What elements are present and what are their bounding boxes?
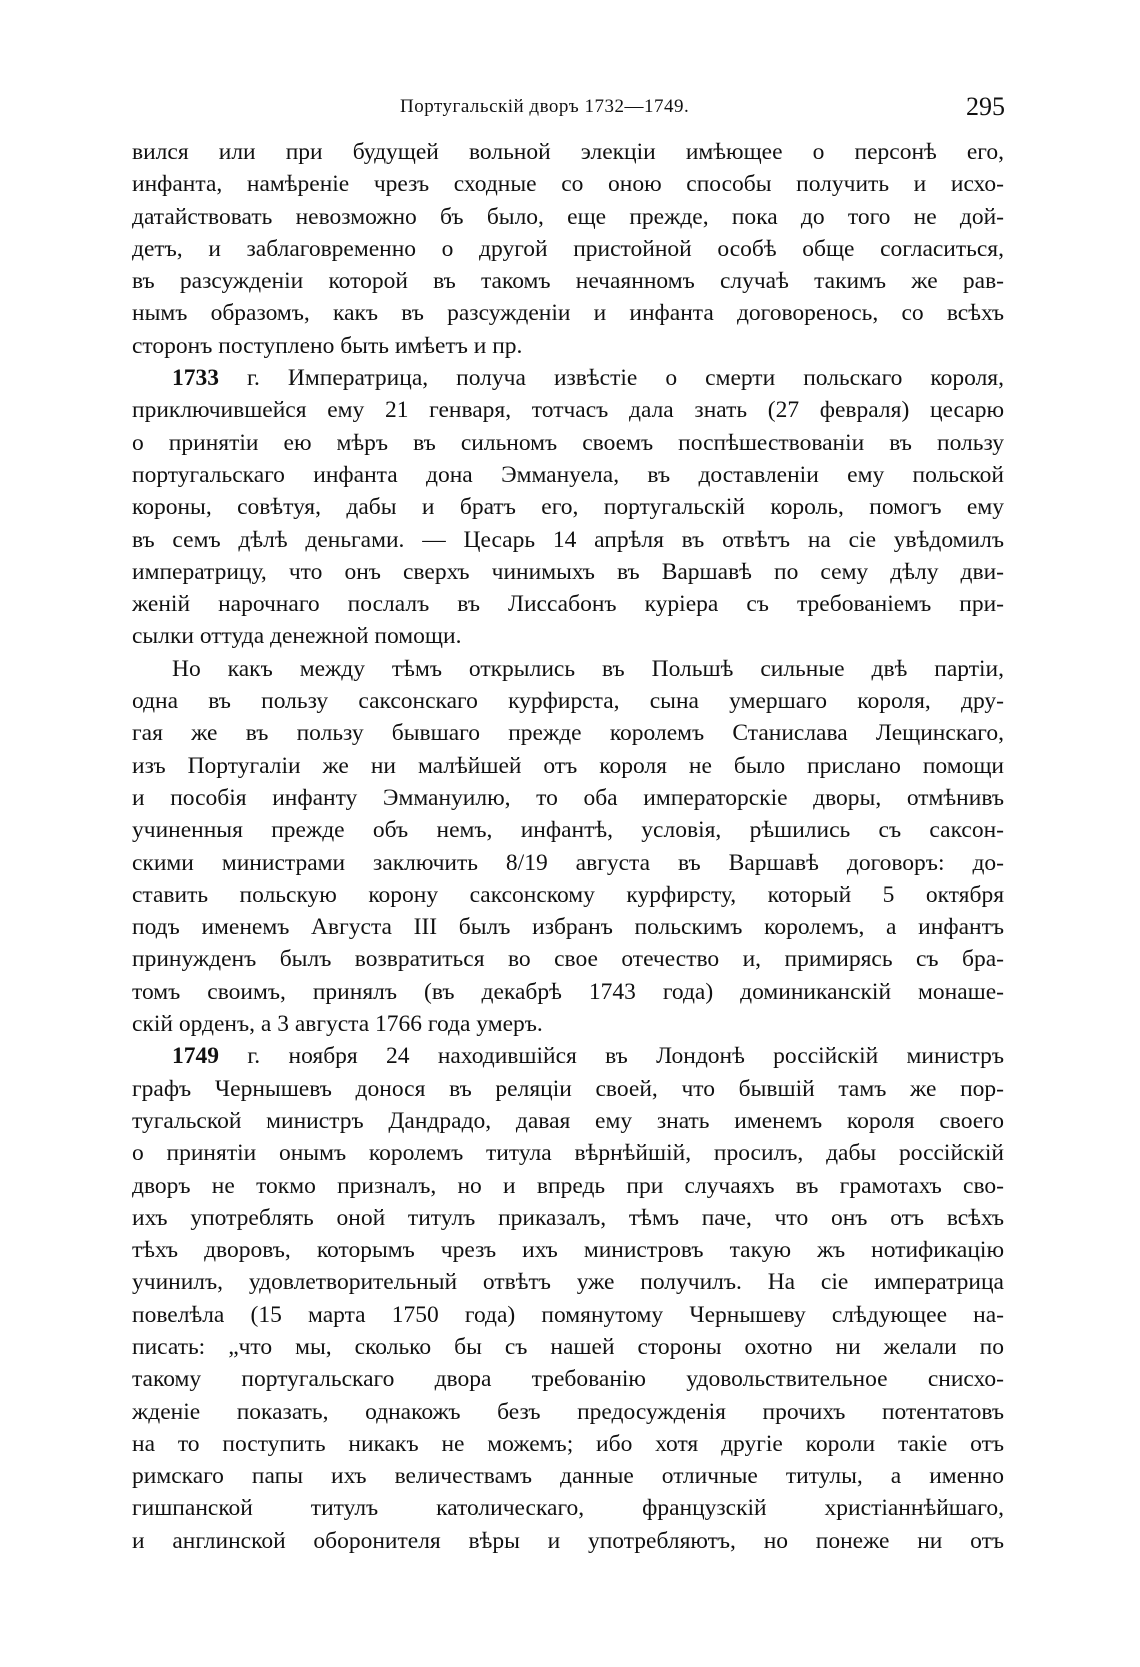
text-line: приключившейся ему 21 генваря, тотчасъ дала знать (27 февраля) цесарю bbox=[132, 397, 1004, 424]
text-line: такому португальскаго двора требованію удовольствительное снисхо- bbox=[132, 1366, 1004, 1393]
text-line: сторонъ поступлено быть имѣетъ и пр. bbox=[132, 332, 523, 359]
text-line: дворъ не токмо призналъ, но и впредь при случаяхъ въ грамотахъ сво- bbox=[132, 1172, 1004, 1199]
text-line-rest: г. ноября 24 находившійся въ Лондонѣ россійскій министръ bbox=[219, 1043, 1004, 1070]
text-line: ставить польскую корону саксонскому курфирсту, который 5 октября bbox=[132, 881, 1004, 908]
text-line: о принятіи онымъ королемъ титула вѣрнѣйшій, просилъ, дабы россійскій bbox=[132, 1140, 1004, 1167]
text-line: жденіе показать, однакожъ безъ предосужденія прочихъ потентатовъ bbox=[132, 1398, 1004, 1425]
text-line: одна въ пользу саксонскаго курфирста, сына умершаго короля, дру- bbox=[132, 688, 1004, 715]
text-line: и англинской оборонителя вѣры и употребляютъ, но понеже ни отъ bbox=[132, 1527, 1004, 1554]
text-line-rest: г. Императрица, получа извѣстіе о смерти польскаго короля, bbox=[219, 365, 1004, 392]
text-line: детъ, и заблаговременно о другой пристойной особѣ обще согласиться, bbox=[132, 235, 1004, 262]
text-line: инфанта, намѣреніе чрезъ сходные со оною способы получить и исхо- bbox=[132, 171, 1004, 198]
text-line: въ семъ дѣлѣ деньгами. — Цесарь 14 апрѣля въ отвѣтъ на сіе увѣдомилъ bbox=[132, 526, 1004, 553]
paragraph bbox=[132, 653, 1004, 1041]
text-line: римскаго папы ихъ величествамъ данные отличные титулы, а именно bbox=[132, 1463, 1004, 1490]
text-line: учиненныя прежде объ немъ, инфантѣ, условія, рѣшились съ саксон- bbox=[132, 817, 1004, 844]
text-line: тугальской министръ Дандрадо, давая ему знать именемъ короля своего bbox=[132, 1107, 1004, 1134]
text-line: принужденъ былъ возвратиться во свое отечество и, примирясь съ бра- bbox=[132, 946, 1004, 973]
body-text bbox=[132, 136, 1004, 1557]
paragraph bbox=[132, 1040, 1004, 1557]
text-line: повелѣла (15 марта 1750 года) помянутому Чернышеву слѣдующее на- bbox=[132, 1301, 1004, 1328]
text-line: нымъ образомъ, какъ въ разсужденіи и инфанта договоренось, со всѣхъ bbox=[132, 300, 1004, 327]
text-line: скими министрами заключить 8/19 августа въ Варшавѣ договоръ: до- bbox=[132, 849, 1004, 876]
page-header bbox=[130, 92, 1010, 126]
text-line: и пособія инфанту Эммануилю, то оба императорскіе дворы, отмѣнивъ bbox=[132, 784, 1004, 811]
page-number: 295 bbox=[966, 92, 1005, 121]
text-line: императрицу, что онъ сверхъ чинимыхъ въ Варшавѣ по сему дѣлу дви- bbox=[132, 558, 1004, 585]
text-line: короны, совѣтуя, дабы и братъ его, португальскій король, помогъ ему bbox=[132, 494, 1004, 521]
paragraph-year: 1749 bbox=[172, 1043, 219, 1070]
text-line: подъ именемъ Августа III былъ избранъ польскимъ королемъ, а инфантъ bbox=[132, 914, 1004, 941]
text-line: ихъ употреблять оной титулъ приказалъ, тѣмъ паче, что онъ отъ всѣхъ bbox=[132, 1204, 1004, 1231]
paragraph bbox=[132, 362, 1004, 653]
text-line bbox=[132, 362, 1004, 394]
text-line: гая же въ пользу бывшаго прежде королемъ Станислава Лещинскаго, bbox=[132, 720, 1004, 747]
text-line: писать: „что мы, сколько бы съ нашей стороны охотно ни желали по bbox=[132, 1333, 1004, 1360]
text-line: учинилъ, удовлетворительный отвѣтъ уже получилъ. На сіе императрица bbox=[132, 1269, 1004, 1296]
text-line: графъ Чернышевъ донося въ реляціи своей, что бывшій тамъ же пор- bbox=[132, 1075, 1004, 1102]
text-line: Но какъ между тѣмъ открылись въ Польшѣ сильные двѣ партіи, bbox=[172, 655, 1004, 682]
text-line: на то поступить никакъ не можемъ; ибо хотя другіе короли такіе отъ bbox=[132, 1430, 1004, 1457]
text-line: португальскаго инфанта дона Эммануела, въ доставленіи ему польской bbox=[132, 461, 1004, 488]
text-line: сылки оттуда денежной помощи. bbox=[132, 623, 462, 650]
text-line: тѣхъ дворовъ, которымъ чрезъ ихъ министровъ такую жъ нотификацію bbox=[132, 1237, 1004, 1264]
text-line: томъ своимъ, принялъ (въ декабрѣ 1743 года) доминиканскій монаше- bbox=[132, 978, 1004, 1005]
paragraph-year: 1733 bbox=[172, 365, 219, 392]
text-line: скій орденъ, а 3 августа 1766 года умеръ. bbox=[132, 1011, 543, 1038]
text-line: вился или при будущей вольной элекціи имѣющее о персонѣ его, bbox=[132, 139, 1004, 165]
text-line: гишпанской титулъ католическаго, французскій христіаннѣйшаго, bbox=[132, 1495, 1004, 1522]
text-line bbox=[132, 1040, 1004, 1072]
text-line: въ разсужденіи которой въ такомъ нечаянномъ случаѣ такимъ же рав- bbox=[132, 268, 1004, 295]
text-line: изъ Португаліи же ни малѣйшей отъ короля не было прислано помощи bbox=[132, 752, 1004, 779]
text-line: о принятіи ею мѣръ въ сильномъ своемъ поспѣшествованіи въ пользу bbox=[132, 429, 1004, 456]
text-line: датайствовать невозможно бъ было, еще прежде, пока до того не дой- bbox=[132, 203, 1004, 230]
paragraph bbox=[132, 136, 1004, 362]
text-line: женій нарочнаго послалъ въ Лиссабонъ куріера съ требованіемъ при- bbox=[132, 591, 1004, 618]
running-title: Португальскій дворъ 1732—1749. bbox=[400, 96, 690, 117]
